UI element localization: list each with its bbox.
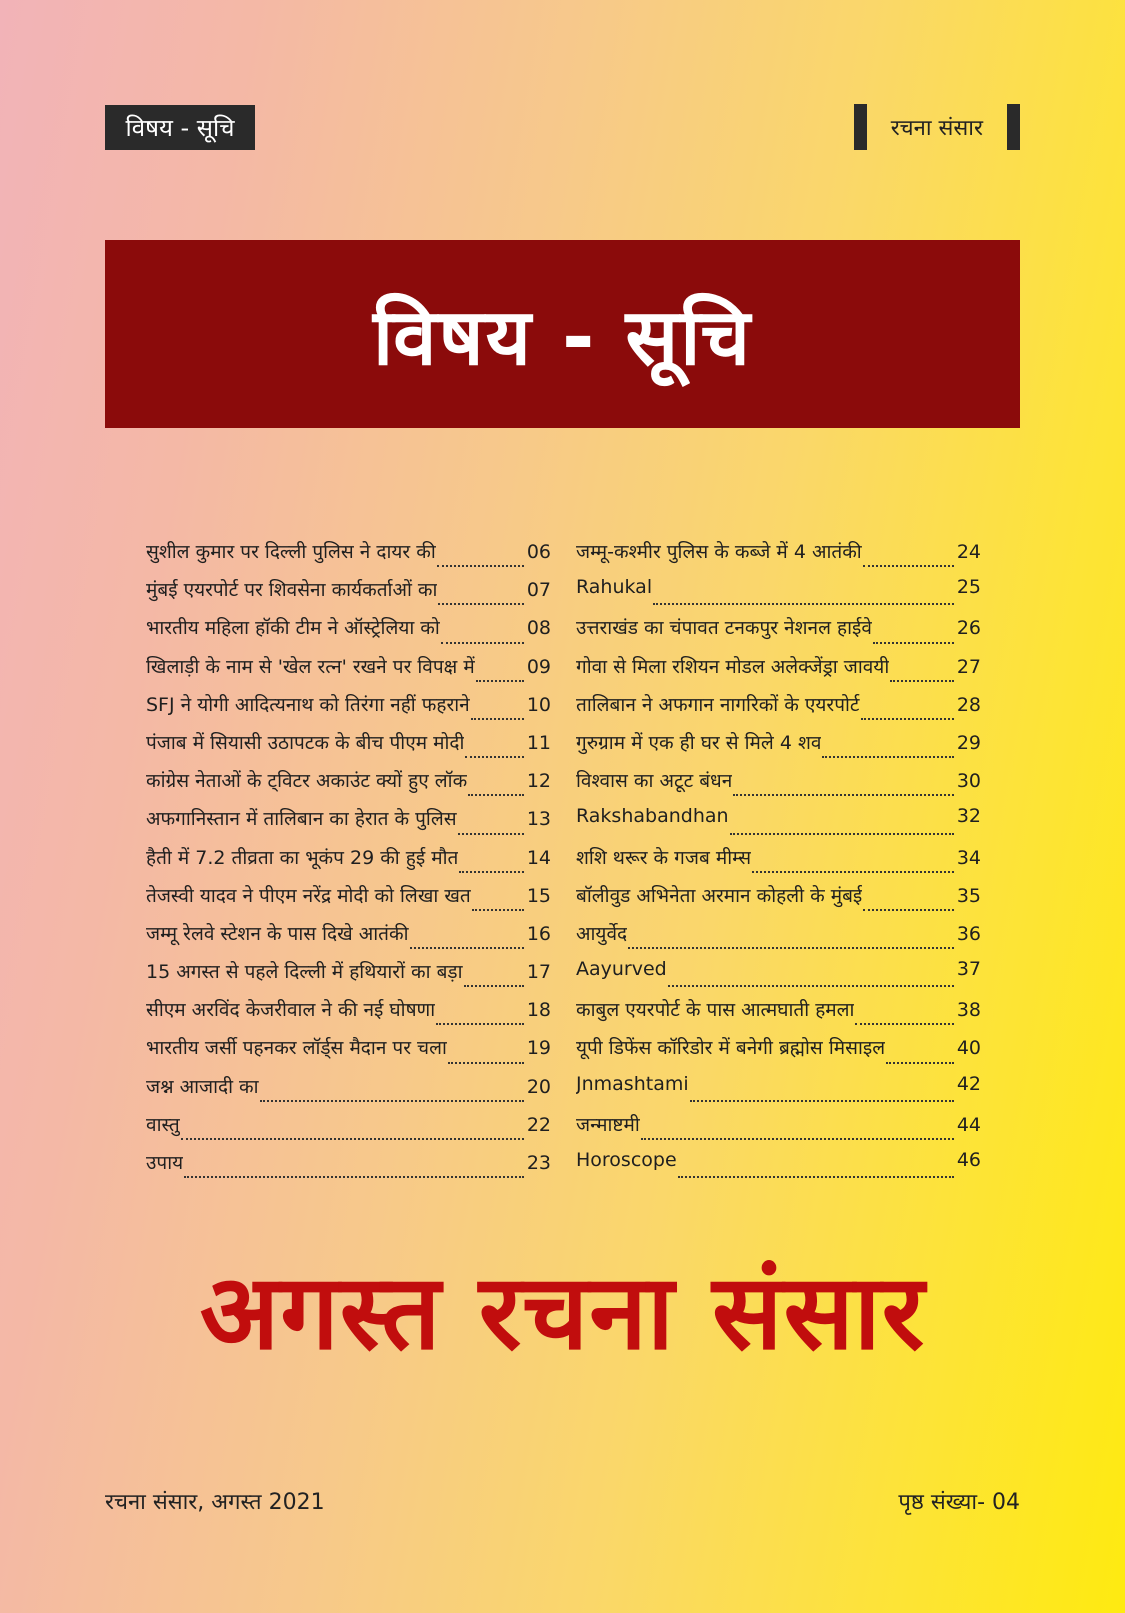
toc-entry[interactable] [576,538,981,576]
toc-leader-dots [438,603,524,605]
toc-entry-title: भारतीय जर्सी पहनकर लॉर्ड्स मैदान पर चला [146,1037,447,1060]
toc-leader-dots [730,833,954,835]
toc-entry-title: आयुर्वेद [576,922,628,945]
toc-entry[interactable] [146,958,551,996]
toc-column-left [146,538,551,1187]
toc-leader-dots [476,680,524,682]
title-banner [105,240,1020,428]
brand-bar-right [1007,104,1020,150]
toc-entry-page: 34 [956,846,981,869]
toc-entry-page: 16 [526,922,551,945]
toc-entry-page: 32 [956,805,981,828]
toc-entry[interactable] [146,805,551,843]
toc-entry[interactable] [146,1034,551,1072]
toc-leader-dots [181,1138,524,1140]
toc-entry-page: 23 [526,1152,551,1174]
toc-entry-title: शशि थरूर के गजब मीम्स [576,846,752,869]
toc-leader-dots [458,833,524,835]
toc-entry-title: यूपी डिफेंस कॉरिडोर में बनेगी ब्रह्मोस मिसाइल [576,1037,886,1060]
toc-leader-dots [441,642,524,644]
toc-column-right [576,538,981,1187]
toc-entry-page: 30 [956,770,981,793]
toc-entry[interactable] [576,882,981,920]
toc-entry-page: 24 [956,541,981,563]
toc-entry-page: 11 [526,731,551,754]
toc-entry-page: 35 [956,884,981,907]
toc-leader-dots [855,1023,954,1025]
toc-entry-page: 26 [956,617,981,640]
toc-entry[interactable] [146,1111,551,1149]
toc-entry-title: कांग्रेस नेताओं के ट्विटर अकाउंट क्यों हुए लॉक [146,770,468,793]
toc-entry-page: 40 [956,1037,981,1060]
toc-entry-title: जम्मू रेलवे स्टेशन के पास दिखे आतंकी [146,922,409,945]
toc-leader-dots [260,1100,524,1102]
toc-leader-dots [464,985,524,987]
toc-entry[interactable] [146,920,551,958]
toc-leader-dots [628,947,954,949]
toc-entry[interactable] [576,805,981,843]
toc-entry-page: 38 [956,999,981,1022]
toc-entry-page: 06 [526,541,551,563]
toc-leader-dots [472,909,524,911]
toc-entry[interactable] [146,1149,551,1187]
toc-leader-dots [886,1062,954,1064]
toc-entry[interactable] [146,729,551,767]
toc-entry[interactable] [146,996,551,1034]
page-title: विषय - सूचि [372,293,753,383]
toc-leader-dots [465,756,524,758]
toc-entry[interactable] [576,691,981,729]
toc-entry[interactable] [576,844,981,882]
toc-entry[interactable] [576,920,981,958]
toc-entry-title: तालिबान ने अफगान नागरिकों के एयरपोर्ट [576,693,860,716]
toc-entry[interactable] [146,614,551,652]
toc-entry-title: तेजस्वी यादव ने पीएम नरेंद्र मोदी को लिखा खत [146,884,471,907]
toc-entry-page: 42 [956,1072,981,1095]
toc-entry-page: 25 [956,576,981,599]
toc-entry[interactable] [576,614,981,652]
toc-entry-title: 15 अगस्त से पहले दिल्ली में हथियारों का बड़ा [146,961,463,984]
toc-entry-page: 13 [526,808,551,831]
toc-entry-title: हैती में 7.2 तीव्रता का भूकंप 29 की हुई मौत [146,846,459,869]
magazine-name: रचना संसार [890,116,983,141]
toc-entry-title: वास्तु [146,1113,180,1136]
toc-entry-page: 19 [526,1037,551,1060]
toc-leader-dots [733,794,954,796]
toc-leader-dots [436,1023,524,1025]
toc-entry-page: 29 [956,731,981,754]
toc-entry[interactable] [146,767,551,805]
toc-entry[interactable] [146,653,551,691]
toc-leader-dots [459,871,524,873]
toc-entry-page: 27 [956,655,981,678]
toc-leader-dots [678,1176,954,1178]
toc-entry-title: जम्मू-कश्मीर पुलिस के कब्जे में 4 आतंकी [576,541,862,563]
toc-entry-page: 46 [956,1149,981,1171]
toc-entry[interactable] [146,576,551,614]
toc-entry-title: खिलाड़ी के नाम से 'खेल रत्न' रखने पर विपक्ष में [146,655,475,678]
toc-entry-page: 22 [526,1113,551,1136]
toc-entry[interactable] [146,1073,551,1111]
toc-entry-title: भारतीय महिला हॉकी टीम ने ऑस्ट्रेलिया को [146,617,440,640]
toc-leader-dots [861,718,955,720]
footer-issue: रचना संसार, अगस्त 2021 [105,1490,325,1515]
toc-entry[interactable] [576,996,981,1034]
toc-entry[interactable] [576,767,981,805]
toc-entry-page: 10 [526,693,551,716]
brand-bar-left [854,104,867,150]
toc-entry-title: SFJ ने योगी आदित्यनाथ को तिरंगा नहीं फहराने [146,693,470,716]
toc-entry-page: 14 [526,846,551,869]
section-tag: विषय - सूचि [105,105,255,150]
toc-leader-dots [641,1138,954,1140]
toc-leader-dots [822,756,954,758]
toc-entry[interactable] [576,1073,981,1111]
toc-entry[interactable] [576,1111,981,1149]
toc-leader-dots [437,565,524,567]
toc-entry-title: Horoscope [576,1149,677,1171]
toc-entry-title: सुशील कुमार पर दिल्ली पुलिस ने दायर की [146,541,436,563]
toc-leader-dots [873,642,954,644]
toc-entry-page: 44 [956,1113,981,1136]
toc-entry[interactable] [576,576,981,614]
toc-entry[interactable] [576,653,981,691]
toc-entry-title: गुरुग्राम में एक ही घर से मिले 4 शव [576,731,822,754]
toc-leader-dots [690,1100,954,1102]
toc-entry-title: Rakshabandhan [576,805,729,828]
toc-entry-title: मुंबई एयरपोर्ट पर शिवसेना कार्यकर्ताओं का [146,579,438,602]
toc-entry-title: Aayurved [576,958,667,981]
toc-entry-page: 17 [526,961,551,984]
toc-entry-page: 36 [956,922,981,945]
toc-entry-title: विश्वास का अटूट बंधन [576,770,733,793]
toc-entry-page: 15 [526,884,551,907]
toc-entry[interactable] [146,538,551,576]
toc-entry[interactable] [576,729,981,767]
toc-entry-title: जन्माष्टमी [576,1113,640,1136]
toc-entry[interactable] [576,1149,981,1187]
toc-entry-page: 07 [526,579,551,602]
toc-entry[interactable] [146,691,551,729]
toc-entry-title: बॉलीवुड अभिनेता अरमान कोहली के मुंबई [576,884,863,907]
toc-entry-title: सीएम अरविंद केजरीवाल ने की नई घोषणा [146,999,436,1022]
toc-entry-title: जश्न आजादी का [146,1075,259,1098]
toc-leader-dots [184,1176,524,1178]
toc-entry-title: गोवा से मिला रशियन मोडल अलेक्जेंड्रा जावयी [576,655,890,678]
toc-leader-dots [448,1062,524,1064]
footer-page-number: पृष्ठ संख्या- 04 [898,1490,1020,1515]
toc-entry-title: उपाय [146,1152,184,1174]
toc-entry-title: अफगानिस्तान में तालिबान का हेरात के पुलिस [146,808,457,831]
toc-leader-dots [653,603,954,605]
toc-entry-page: 08 [526,617,551,640]
toc-leader-dots [863,909,954,911]
toc-entry-title: Jnmashtami [576,1072,689,1095]
toc-entry-title: काबुल एयरपोर्ट के पास आत्मघाती हमला [576,999,855,1022]
toc-entry-title: Rahukal [576,576,653,599]
toc-entry[interactable] [146,882,551,920]
toc-leader-dots [668,985,954,987]
toc-entry[interactable] [576,958,981,996]
issue-headline: अगस्त रचना संसार [199,1251,926,1373]
toc-entry-page: 12 [526,770,551,793]
toc-leader-dots [890,680,954,682]
toc-leader-dots [863,565,954,567]
toc-entry-page: 18 [526,999,551,1022]
toc-entry[interactable] [146,844,551,882]
toc-entry-title: उत्तराखंड का चंपावत टनकपुर नेशनल हाईवे [576,617,872,640]
toc-entry-page: 09 [526,655,551,678]
toc-leader-dots [468,794,524,796]
toc-leader-dots [752,871,954,873]
magazine-brand [854,104,1020,150]
toc-leader-dots [410,947,525,949]
toc-entry-page: 28 [956,693,981,716]
toc-entry-page: 20 [526,1075,551,1098]
toc-entry[interactable] [576,1034,981,1072]
toc-leader-dots [471,718,524,720]
toc-entry-page: 37 [956,958,981,981]
toc-entry-title: पंजाब में सियासी उठापटक के बीच पीएम मोदी [146,731,465,754]
